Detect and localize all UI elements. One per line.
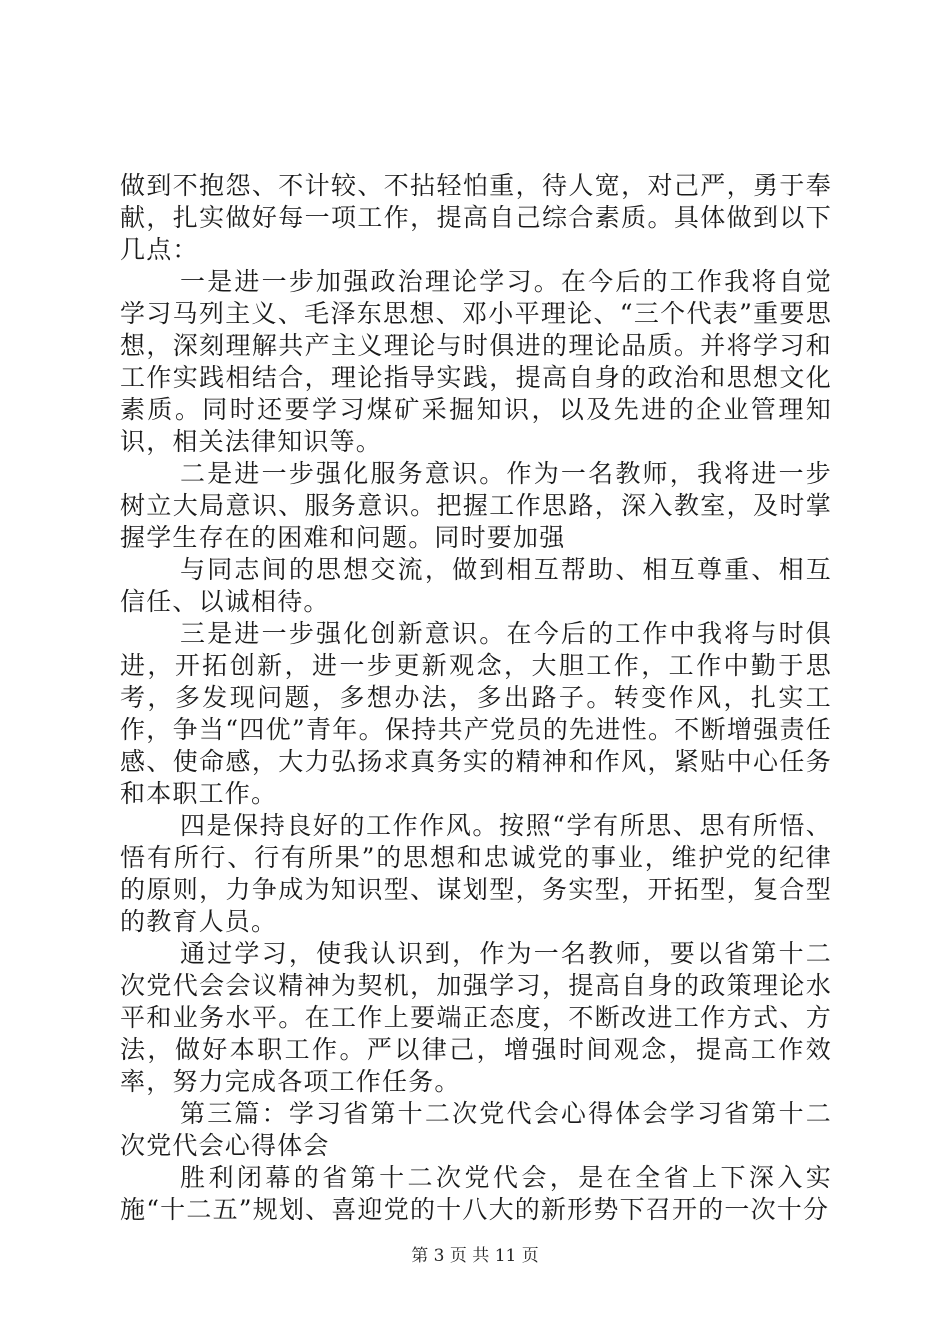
paragraph-point-two: 二是进一步强化服务意识。作为一名教师，我将进一步树立大局意识、服务意识。把握工作思路，深入教室，及时掌握学生存在的困难和问题。同时要加强 <box>120 459 832 552</box>
paragraph-point-one: 一是进一步加强政治理论学习。在今后的工作我将自觉学习马列主义、毛泽东思想、邓小平理论、“三个代表”重要思想，深刻理解共产主义理论与时俱进的理论品质。并将学习和工作实践相结合，理论指导实践，提高自身的政治和思想文化素质。同时还要学习煤矿采掘知识，以及先进的企业管理知识，相关法律知识等。 <box>120 267 832 456</box>
document-body <box>120 170 832 1226</box>
paragraph-conclusion: 通过学习，使我认识到，作为一名教师，要以省第十二次党代会会议精神为契机，加强学习，提高自身的政策理论水平和业务水平。在工作上要端正态度，不断改进工作方式、方法，做好本职工作。严以律己，增强时间观念，提高工作效率，努力完成各项工作任务。 <box>120 939 832 1096</box>
paragraph-point-four: 四是保持良好的工作作风。按照“学有所思、思有所悟、悟有所行、行有所果”的思想和忠诚党的事业，维护党的纪律的原则，力争成为知识型、谋划型，务实型，开拓型，复合型的教育人员。 <box>120 811 832 936</box>
paragraph-point-three: 三是进一步强化创新意识。在今后的工作中我将与时俱进，开拓创新，进一步更新观念，大胆工作，工作中勤于思考，多发现问题，多想办法，多出路子。转变作风，扎实工作，争当“四优”青年。保持共产党员的先进性。不断增强责任感、使命感，大力弘扬求真务实的精神和作风，紧贴中心任务和本职工作。 <box>120 619 832 808</box>
paragraph-continuation: 做到不抱怨、不计较、不拈轻怕重，待人宽，对己严，勇于奉献，扎实做好每一项工作，提高自己综合素质。具体做到以下几点： <box>120 171 832 264</box>
paragraph-point-two-continued: 与同志间的思想交流，做到相互帮助、相互尊重、相互信任、以诚相待。 <box>120 555 832 616</box>
paragraph-part-three-intro: 胜利闭幕的省第十二次党代会，是在全省上下深入实施“十二五”规划、喜迎党的十八大的新形势下召开的一次十分 <box>120 1163 832 1224</box>
page-number-footer: 第 3 页 共 11 页 <box>411 1246 539 1266</box>
section-heading-part-three: 第三篇：学习省第十二次党代会心得体会学习省第十二次党代会心得体会 <box>120 1099 832 1160</box>
